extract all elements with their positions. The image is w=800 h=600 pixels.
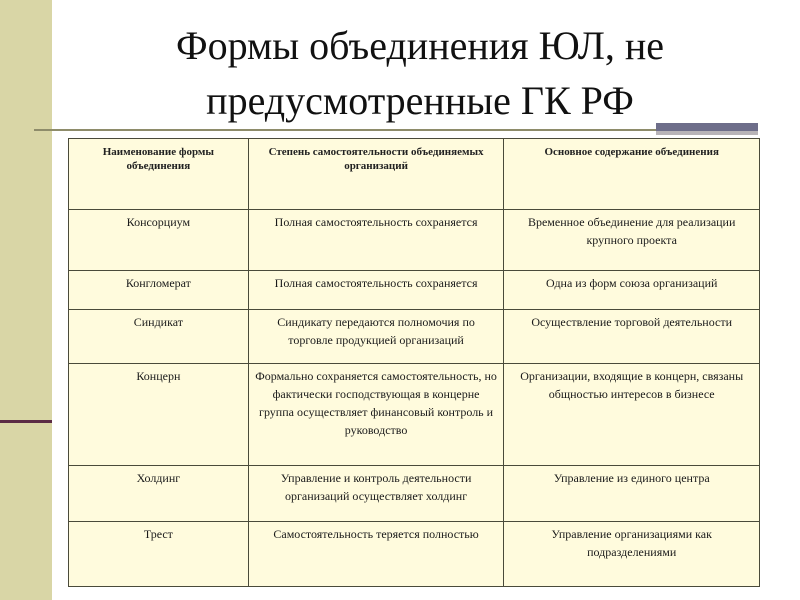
cell-content: Одна из форм союза организаций — [504, 271, 760, 310]
header-cell-form-name: Наименование формы объединения — [69, 139, 249, 210]
cell-content: Управление организациями как подразделениями — [504, 522, 760, 587]
cell-form-name: Конгломерат — [69, 271, 249, 310]
cell-independence: Самостоятельность теряется полностью — [248, 522, 504, 587]
header-cell-independence: Степень самостоятельности объединяемых организаций — [248, 139, 504, 210]
slide-title-line-1: Формы объединения ЮЛ, не — [176, 23, 664, 68]
table-row — [69, 364, 760, 466]
slide-title — [60, 18, 780, 128]
cell-independence: Управление и контроль деятельности организаций осуществляет холдинг — [248, 466, 504, 522]
left-band-divider — [0, 420, 52, 423]
table-row — [69, 271, 760, 310]
cell-content: Временное объединение для реализации крупного проекта — [504, 210, 760, 271]
cell-content: Управление из единого центра — [504, 466, 760, 522]
title-underline-accent-shadow — [656, 131, 758, 135]
cell-form-name: Синдикат — [69, 310, 249, 364]
cell-form-name: Трест — [69, 522, 249, 587]
association-forms-table — [68, 138, 760, 587]
table-row — [69, 210, 760, 271]
title-underline-accent — [656, 123, 758, 131]
table-row — [69, 466, 760, 522]
cell-independence: Синдикату передаются полномочия по торговле продукцией организаций — [248, 310, 504, 364]
cell-independence: Полная самостоятельность сохраняется — [248, 210, 504, 271]
cell-content: Осуществление торговой деятельности — [504, 310, 760, 364]
cell-independence: Формально сохраняется самостоятельность, но фактически господствующая в концерне группа осуществляет финансовый контроль и руководство — [248, 364, 504, 466]
cell-form-name: Концерн — [69, 364, 249, 466]
cell-independence: Полная самостоятельность сохраняется — [248, 271, 504, 310]
cell-form-name: Холдинг — [69, 466, 249, 522]
table-header-row — [69, 139, 760, 210]
table-row — [69, 522, 760, 587]
title-underline — [34, 129, 758, 131]
table-row — [69, 310, 760, 364]
slide-title-line-2: предусмотренные ГК РФ — [206, 78, 634, 123]
cell-form-name: Консорциум — [69, 210, 249, 271]
header-cell-content: Основное содержание объединения — [504, 139, 760, 210]
left-decorative-band — [0, 0, 52, 600]
cell-content: Организации, входящие в концерн, связаны общностью интересов в бизнесе — [504, 364, 760, 466]
